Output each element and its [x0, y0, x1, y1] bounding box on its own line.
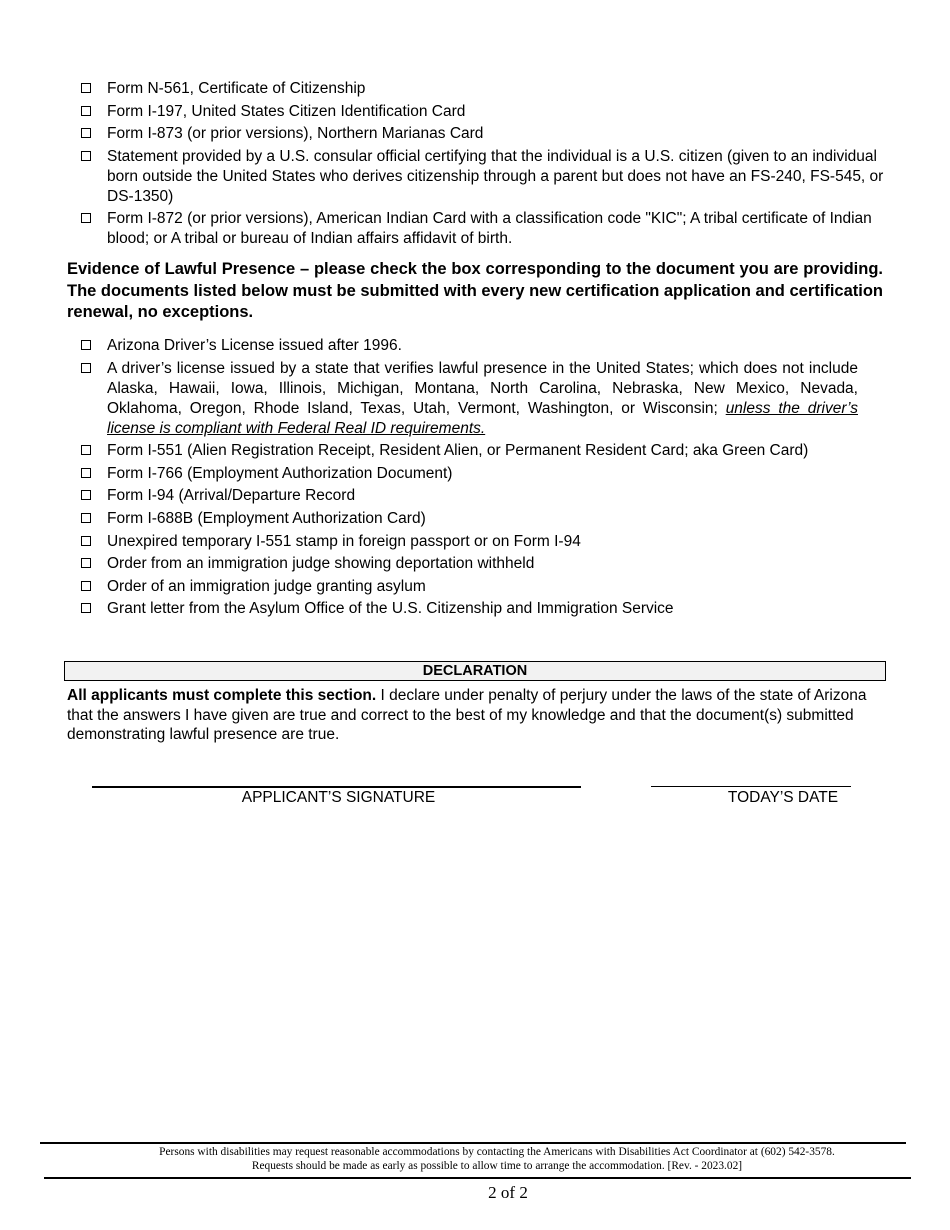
- checkbox-form-i94[interactable]: [81, 490, 91, 500]
- item-label: Form I-197, United States Citizen Identification Card: [107, 102, 466, 120]
- list-item: [80, 486, 858, 506]
- checkbox-asylum-order[interactable]: [81, 581, 91, 591]
- checkbox-form-i688b[interactable]: [81, 513, 91, 523]
- checkbox-form-i197[interactable]: [81, 106, 91, 116]
- list-item: [80, 554, 858, 574]
- declaration-body: I declare under penalty of perjury under the laws of the state of Arizona that the answers I have given are true and correct to the best of my knowledge and that the document(s) submitted demonstrating lawful presence are true.: [67, 687, 867, 743]
- item-label: Form I-873 (or prior versions), Northern Marianas Card: [107, 125, 484, 143]
- list-item: [80, 102, 885, 122]
- checkbox-form-i551[interactable]: [81, 445, 91, 455]
- todays-date-label: TODAY’S DATE: [727, 789, 839, 806]
- item-label: Form N-561, Certificate of Citizenship: [107, 80, 366, 97]
- checkbox-deportation-withheld-order[interactable]: [81, 558, 91, 568]
- item-label: Order of an immigration judge granting asylum: [107, 577, 426, 595]
- list-item: [80, 599, 858, 619]
- list-item: [80, 124, 885, 144]
- checkbox-i551-stamp[interactable]: [81, 536, 91, 546]
- item-label: Form I-872 (or prior versions), American Indian Card with a classification code "KIC"; A tribal certificate of Indian blood; or A tribal or bureau of Indian affairs affidavit of birth.: [107, 210, 872, 248]
- list-item: [80, 441, 858, 461]
- checkbox-state-license[interactable]: [81, 363, 91, 373]
- footer-accessibility-note: Persons with disabilities may request reasonable accommodations by contacting the Americans with Disabilities Act Coordinator at (602) 542-3578. Requests should be made as early as possible to allow time to arrange the accommodation. [Rev. - 2023.02]: [159, 1146, 835, 1172]
- checkbox-form-i872[interactable]: [81, 213, 91, 223]
- lawful-presence-document-list: [80, 336, 858, 622]
- footer-rule-top: [40, 1142, 906, 1144]
- item-label: Form I-94 (Arrival/Departure Record: [107, 487, 356, 505]
- item-label: Unexpired temporary I-551 stamp in foreign passport or on Form I-94: [107, 532, 581, 550]
- real-id-exception-note: unless the driver’s license is compliant with Federal Real ID requirements.: [107, 399, 858, 437]
- list-item: [80, 509, 858, 529]
- declaration-title: DECLARATION: [64, 661, 886, 681]
- item-label: Statement provided by a U.S. consular official certifying that the individual is a U.S. citizen (given to an individual born outside the United States who derives citizenship through a parent but does not have an FS-240, FS-545, or DS-1350): [107, 147, 884, 205]
- checkbox-consular-statement[interactable]: [81, 151, 91, 161]
- item-label: Form I-766 (Employment Authorization Document): [107, 464, 453, 482]
- citizenship-document-list: [80, 79, 885, 252]
- list-item: [80, 359, 858, 439]
- item-label: Arizona Driver’s License issued after 1996.: [107, 337, 402, 354]
- list-item: [80, 209, 885, 249]
- list-item: [80, 464, 858, 484]
- applicant-signature-line[interactable]: [92, 786, 581, 788]
- footer-rule-bottom: [44, 1177, 911, 1179]
- checkbox-form-i766[interactable]: [81, 468, 91, 478]
- checkbox-asylum-grant-letter[interactable]: [81, 603, 91, 613]
- list-item: [80, 79, 885, 99]
- list-item: [80, 577, 858, 597]
- declaration-text: [67, 686, 882, 745]
- item-label: Grant letter from the Asylum Office of the U.S. Citizenship and Immigration Service: [107, 600, 674, 618]
- list-item: [80, 147, 885, 207]
- checkbox-arizona-license[interactable]: [81, 340, 91, 350]
- item-label: Form I-688B (Employment Authorization Card): [107, 509, 426, 527]
- list-item: [80, 336, 858, 356]
- todays-date-line[interactable]: [651, 786, 851, 787]
- checkbox-form-n561[interactable]: [81, 83, 91, 93]
- item-label: Order from an immigration judge showing deportation withheld: [107, 555, 535, 573]
- item-label: Form I-551 (Alien Registration Receipt, Resident Alien, or Permanent Resident Card; aka Green Card): [107, 442, 809, 460]
- list-item: [80, 532, 858, 552]
- checkbox-form-i873[interactable]: [81, 128, 91, 138]
- item-label: A driver’s license issued by a state that verifies lawful presence in the United States; which does not include Alaska, Hawaii, Iowa, Illinois, Michigan, Montana, North Carolina, Nebraska, New Mexico, Nevada, Oklahoma, Oregon, Rhode Island, Texas, Utah, Vermont, Washington, or Wisconsin;: [107, 359, 858, 417]
- declaration-lead: All applicants must complete this section.: [67, 687, 377, 704]
- lawful-presence-heading: Evidence of Lawful Presence – please check the box corresponding to the document you are providing. The documents listed below must be submitted with every new certification application and certification renewal, no exceptions.: [67, 260, 883, 321]
- applicant-signature-label: APPLICANT’S SIGNATURE: [241, 789, 436, 806]
- page-number: 2 of 2: [488, 1183, 528, 1202]
